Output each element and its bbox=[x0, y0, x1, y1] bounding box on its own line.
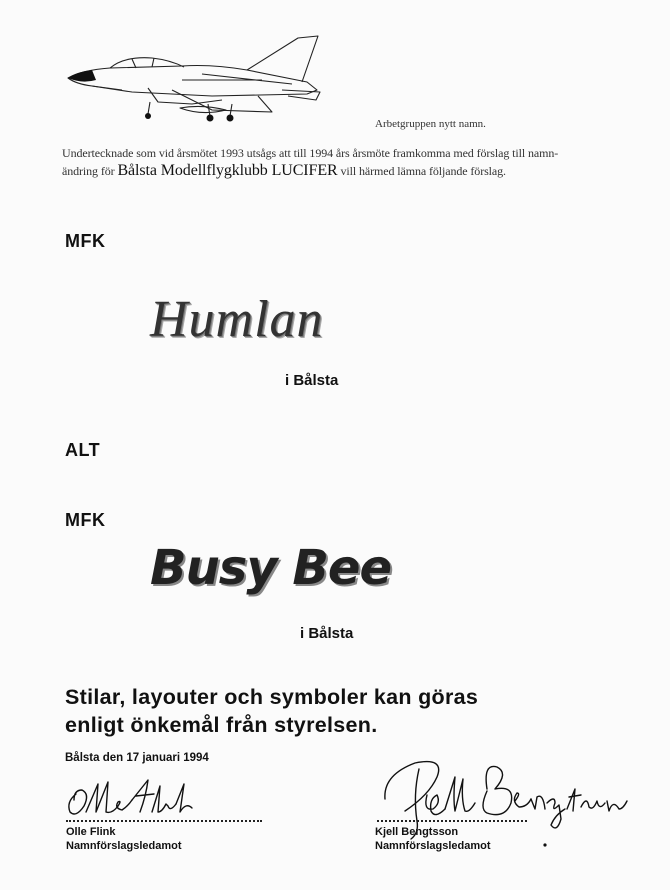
working-group-note: Arbetgruppen nytt namn. bbox=[375, 118, 486, 130]
signature-line-1 bbox=[66, 820, 262, 822]
signatory-1-name: Olle Flink bbox=[66, 826, 116, 838]
proposal-1-location: i Bålsta bbox=[285, 372, 339, 389]
club-name: Bålsta Modellflygklubb LUCIFER bbox=[117, 162, 338, 179]
intro-line-2 bbox=[62, 162, 506, 180]
signatory-1-role: Namnförslagsledamot bbox=[66, 840, 182, 852]
proposal-2-name: Busy Bee bbox=[150, 540, 392, 596]
note-line-1: Stilar, layouter och symboler kan göras bbox=[65, 685, 479, 709]
signature-olle-flink bbox=[62, 776, 197, 826]
note-line-2: enligt önkemål från styrelsen. bbox=[65, 713, 378, 737]
proposal-1-name: Humlan bbox=[150, 291, 324, 348]
intro-line-2-prefix: ändring för bbox=[62, 164, 115, 178]
fighter-jet-icon bbox=[62, 30, 324, 125]
intro-line-1: Undertecknade som vid årsmötet 1993 utsågs att till 1994 års årsmöte framkomma med förslag till namn- bbox=[62, 146, 559, 160]
signatory-2-name: Kjell Bengtsson bbox=[375, 826, 459, 838]
signatory-2-role: Namnförslagsledamot bbox=[375, 840, 491, 852]
place-date: Bålsta den 17 januari 1994 bbox=[65, 752, 209, 764]
intro-line-2-suffix: vill härmed lämna följande förslag. bbox=[340, 164, 506, 178]
signature-line-2 bbox=[377, 820, 527, 822]
proposal-2-prefix: MFK bbox=[65, 510, 106, 530]
proposal-2-location: i Bålsta bbox=[300, 625, 354, 642]
proposal-1-prefix: MFK bbox=[65, 231, 106, 251]
alternative-label: ALT bbox=[65, 440, 101, 460]
